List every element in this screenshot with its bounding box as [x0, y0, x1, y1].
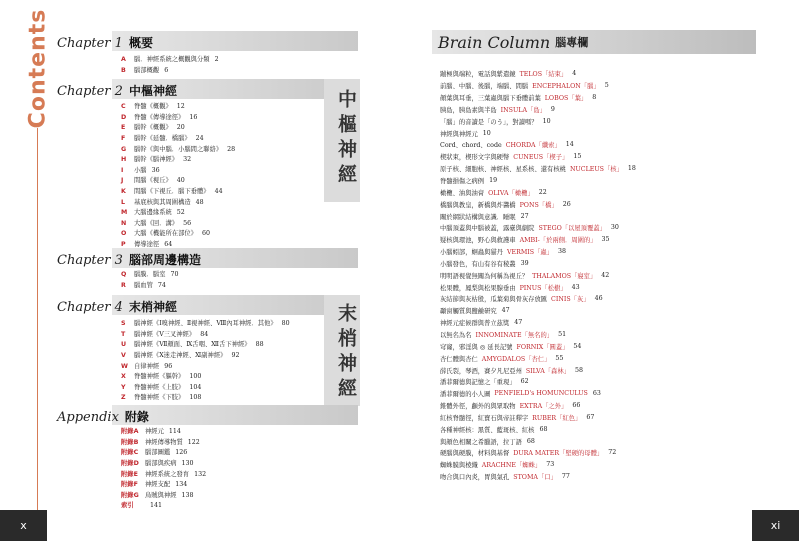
toc-entry-letter: 附錄F	[121, 481, 138, 489]
toc-entry-letter: X	[121, 373, 126, 381]
column-item-text: 胰島，胰島素與半島	[440, 106, 497, 114]
column-item[interactable]	[440, 317, 636, 329]
column-item-page: 47	[501, 307, 510, 315]
toc-entry-page: 130	[181, 460, 194, 468]
column-item[interactable]	[440, 435, 636, 447]
column-item[interactable]	[440, 222, 636, 234]
column-item-page: 66	[572, 402, 581, 410]
toc-entry[interactable]	[121, 351, 290, 362]
toc-entry-page: 104	[189, 383, 202, 391]
chapter-2-en: Chapter 2	[57, 84, 123, 99]
column-item-term: TELOS「結束」	[519, 71, 568, 79]
column-item-term: ARACHNE「蜘蛛」	[481, 462, 542, 470]
toc-entry-title: 腦部概觀	[134, 66, 160, 74]
appendix-entries	[121, 427, 206, 512]
toc-entry-title: 腦神經《Ⅶ顏面、Ⅸ舌咽、Ⅻ舌下神經》	[134, 341, 251, 349]
toc-entry[interactable]	[121, 469, 206, 480]
column-item-text: 脊髓損傷之病例	[440, 178, 485, 186]
column-item-text: 穹窿，邪淫與 ◎ 延長記號	[440, 343, 513, 351]
toc-entry-letter: J	[121, 177, 124, 185]
column-item-text: 神經元症候群與普立茲獎	[440, 320, 510, 328]
column-item[interactable]	[440, 151, 636, 163]
column-item[interactable]	[440, 423, 636, 435]
column-item-page: 72	[608, 449, 617, 457]
column-item-page: 5	[604, 82, 609, 90]
column-item-page: 9	[550, 105, 555, 113]
toc-entry-page: 56	[183, 219, 192, 227]
column-item-term: CUNEUS「楔子」	[513, 154, 569, 162]
toc-entry-letter: 索引	[121, 502, 134, 510]
column-item-term: PINUS「松樹」	[519, 284, 567, 292]
column-item-page: 8	[592, 94, 597, 102]
chapter-1-en: Chapter 1	[57, 36, 123, 51]
toc-entry-letter: 附錄G	[121, 491, 139, 499]
toc-entry-page: 80	[281, 320, 290, 328]
toc-entry-letter: F	[121, 135, 126, 143]
toc-entry-page: 100	[189, 373, 202, 381]
column-item[interactable]	[440, 305, 636, 317]
chapter-4-entries	[121, 319, 290, 404]
column-item[interactable]	[440, 175, 636, 187]
column-item-term: ENCEPHALON「腦」	[532, 83, 600, 91]
toc-entry[interactable]	[121, 438, 206, 449]
column-item-term: INSULA「島」	[500, 106, 546, 114]
column-item[interactable]	[440, 104, 636, 116]
column-item[interactable]	[440, 388, 636, 400]
column-item-text: 蹦極與端粒，電話與紫遣鏡	[440, 71, 516, 79]
column-item[interactable]	[440, 269, 636, 281]
column-item-term: INNOMINATE「無名的」	[475, 331, 554, 339]
toc-entry-page: 28	[227, 145, 236, 153]
column-item[interactable]	[440, 411, 636, 423]
toc-entry-letter: 附錄C	[121, 449, 139, 457]
toc-entry-letter: E	[121, 124, 126, 132]
toc-entry-page: 126	[175, 449, 188, 457]
toc-entry-title: 腦幹《概觀》	[134, 124, 172, 132]
toc-entry-title: 脊髓《傳導途徑》	[134, 113, 185, 121]
toc-entry-letter: W	[121, 362, 128, 370]
column-item[interactable]	[440, 471, 636, 483]
column-item[interactable]	[440, 258, 636, 270]
toc-entry-letter: 附錄E	[121, 470, 138, 478]
toc-entry-page: 16	[189, 113, 198, 121]
column-item-term: LOBOS「葉」	[544, 95, 588, 103]
column-item-page: 42	[601, 271, 610, 279]
column-item[interactable]	[440, 352, 636, 364]
contents-vertical-title	[14, 8, 51, 129]
column-item-page: 10	[482, 129, 491, 137]
toc-entry-title: 神經支配	[145, 481, 171, 489]
toc-entry-title: 脊髓神經《下肢》	[134, 394, 185, 402]
column-item-text: 與顏色相關之希臘語，拉丁語	[440, 438, 522, 446]
chapter-4-heading[interactable]	[57, 295, 177, 315]
chapter-1-entries	[121, 55, 219, 76]
column-item-page: 54	[573, 342, 582, 350]
toc-entry-title: 間腦《下視丘．腦下垂體》	[134, 188, 210, 196]
toc-entry-page: 20	[176, 124, 185, 132]
toc-entry-title: 神經元	[145, 428, 164, 436]
column-item-page: 55	[555, 354, 564, 362]
toc-entry-letter: 附錄D	[121, 460, 139, 468]
column-item-page: 62	[520, 378, 529, 386]
chapter-2-entries	[121, 102, 235, 250]
toc-entry-title: 腦神經《Ⅴ三叉神經》	[134, 330, 196, 338]
toc-entry-page: 108	[189, 394, 202, 402]
column-item[interactable]	[440, 198, 636, 210]
toc-entry-page: 52	[176, 209, 185, 217]
column-item-text: 吻合與口內炎，胃與氣孔	[440, 474, 510, 482]
column-item-text: 各種神經核：黑質、藍斑核、紅核	[440, 426, 535, 434]
toc-entry-letter: T	[121, 330, 126, 338]
toc-entry-letter: Y	[121, 383, 126, 391]
chapter-3-entries	[121, 270, 179, 291]
toc-entry[interactable]	[121, 102, 235, 113]
left-margin-rule	[37, 128, 38, 520]
toc-entry-title: 脊髓神經《上肢》	[134, 383, 185, 391]
toc-entry-page: 92	[231, 352, 240, 360]
toc-entry-letter: H	[121, 156, 127, 164]
toc-entry-letter: M	[121, 209, 128, 217]
column-item-text: 中腦頂蓋與中腦被蓋，露臺與劇院	[440, 225, 535, 233]
chapter-1-zh: 概要	[128, 36, 153, 50]
column-item-page: 77	[561, 473, 570, 481]
toc-entry[interactable]	[121, 197, 235, 208]
toc-entry-page: 74	[157, 281, 166, 289]
toc-entry-letter: C	[121, 103, 126, 111]
toc-entry-title: 自律神經	[134, 362, 160, 370]
toc-entry-title: 脊髓《概觀》	[134, 103, 172, 111]
chapter-2-side-label: 中樞神經	[335, 89, 357, 189]
toc-entry-letter: O	[121, 230, 127, 238]
column-item-page: 68	[539, 425, 548, 433]
appendix-heading[interactable]	[57, 405, 149, 425]
toc-entry-page: 138	[181, 491, 194, 499]
column-item-page: 58	[574, 366, 583, 374]
toc-entry-letter: D	[121, 113, 127, 121]
column-item[interactable]	[440, 92, 636, 104]
column-item-text: 顳窗觸質與鹽鹼研究	[440, 308, 497, 316]
toc-entry[interactable]	[121, 340, 290, 351]
chapter-3-heading[interactable]	[57, 248, 201, 268]
appendix-zh: 附錄	[124, 410, 149, 424]
toc-entry-letter: G	[121, 145, 127, 153]
toc-entry-title: 神經傳導物質	[145, 438, 183, 446]
column-item-term: EXTRA「之外」	[519, 403, 568, 411]
toc-entry[interactable]	[121, 176, 235, 187]
column-item-text: 橄欖、油與油膏	[440, 189, 485, 197]
column-item-term: AMBI-「於兩側．周圍的」	[519, 237, 597, 245]
chapter-2-zh: 中樞神經	[128, 84, 177, 98]
column-item-page: 18	[627, 165, 636, 173]
column-item-text: 潘菲爾德與記憶之「重現」	[440, 379, 516, 387]
toc-entry-letter: I	[121, 166, 124, 174]
column-item-text: 神經與神經元	[440, 130, 478, 138]
column-item-page: 38	[558, 248, 567, 256]
appendix-en: Appendix	[57, 410, 119, 425]
column-item-text: 潘菲爾德的小人圖	[440, 391, 491, 399]
toc-entry-page: 2	[214, 56, 219, 64]
column-item[interactable]	[440, 210, 636, 222]
toc-entry-page: 141	[150, 502, 163, 510]
toc-entry-letter: R	[121, 281, 126, 289]
chapter-4-en: Chapter 4	[57, 300, 123, 315]
toc-entry-title: 腦神經《Ⅹ迷走神經、Ⅺ副神經》	[134, 352, 227, 360]
toc-entry-title: 腦．神經系統之概觀與分類	[134, 56, 210, 64]
column-item-text: 小腦蚓部，蛔蟲與貓丹	[440, 249, 503, 257]
toc-entry-page: 122	[187, 438, 200, 446]
column-item[interactable]	[440, 459, 636, 471]
toc-entry-letter: 附錄A	[121, 428, 139, 436]
toc-entry-title: 小腦	[134, 166, 147, 174]
column-item-page: 14	[565, 141, 574, 149]
toc-entry[interactable]	[121, 270, 179, 281]
column-item-page: 67	[586, 413, 595, 421]
toc-entry-title: 腦幹《腦神經》	[134, 156, 179, 164]
column-item-text: 橋腦與教皇，新橋與炸醬橋	[440, 201, 516, 209]
toc-entry-page: 48	[195, 198, 204, 206]
toc-entry[interactable]	[121, 319, 290, 330]
toc-entry[interactable]	[121, 123, 235, 134]
toc-entry-title: 間腦《視丘》	[134, 177, 172, 185]
toc-entry[interactable]	[121, 448, 206, 459]
toc-entry-title: 腦部與疾病	[145, 460, 177, 468]
toc-entry-page: 70	[170, 271, 179, 279]
page-number-left: x	[0, 510, 47, 541]
column-item-text: 薛氏裂，琴酒，賽夕凡尼亞州	[440, 367, 522, 375]
toc-entry-title: 神經系統之發育	[145, 470, 190, 478]
toc-entry-page: 40	[176, 177, 185, 185]
column-item-text: 楔狀束，楔形文字與硬幣	[440, 154, 510, 162]
toc-entry[interactable]	[121, 208, 235, 219]
toc-entry[interactable]	[121, 501, 206, 512]
toc-entry-title: 大腦《機能所在部位》	[134, 230, 197, 238]
column-item-text: 「腦」的音讀是「のう」，對讀嗎？	[440, 118, 538, 126]
toc-entry-letter: S	[121, 320, 126, 328]
toc-entry[interactable]	[121, 330, 290, 341]
column-item-term: CINIS「灰」	[551, 296, 590, 304]
toc-entry-letter: P	[121, 241, 126, 249]
toc-entry-page: 32	[183, 156, 192, 164]
column-item-text: Cord、chord、code	[440, 142, 502, 150]
toc-entry-page: 36	[151, 166, 160, 174]
toc-entry-title: 腦幹《延髓．橋腦》	[134, 135, 191, 143]
toc-entry[interactable]	[121, 361, 290, 372]
toc-entry-page: 24	[195, 135, 204, 143]
toc-entry[interactable]	[121, 155, 235, 166]
chapter-3-en: Chapter 3	[57, 253, 123, 268]
toc-entry-letter: Z	[121, 394, 126, 402]
column-item-term: NUCLEUS「核」	[569, 166, 623, 174]
column-item-text: 明明語視覺無關為何稱為視丘？	[440, 272, 529, 280]
column-item-text: 原子核、細胞核、神經核、星系核、還有核桃	[440, 166, 566, 174]
toc-entry[interactable]	[121, 459, 206, 470]
column-item-page: 22	[538, 188, 547, 196]
chapter-3-zh: 腦部周邊構造	[128, 253, 201, 267]
column-item-text: 前腦、中腦、後腦，端腦、間腦	[440, 83, 529, 91]
toc-entry[interactable]	[121, 393, 290, 404]
toc-entry-page: 84	[200, 330, 209, 338]
column-item[interactable]	[440, 115, 636, 127]
column-item[interactable]	[440, 246, 636, 258]
column-item[interactable]	[440, 281, 636, 293]
column-item-page: 26	[562, 200, 571, 208]
column-item-term: PONS「橋」	[519, 201, 558, 209]
toc-entry-letter: A	[121, 56, 126, 64]
toc-entry-title: 腦膜．腦室	[134, 271, 166, 279]
toc-entry[interactable]	[121, 383, 290, 394]
toc-entry-title: 傳導途徑	[134, 241, 160, 249]
column-item[interactable]	[440, 329, 636, 341]
column-item[interactable]	[440, 376, 636, 388]
column-item[interactable]	[440, 293, 636, 305]
column-item-term: STEGO「以屋頂覆蓋」	[538, 225, 606, 233]
column-item[interactable]	[440, 80, 636, 92]
contents-word: Contents	[25, 8, 51, 129]
column-item-text: 以無名為名	[440, 331, 472, 339]
toc-entry-title: 腦血管	[134, 281, 153, 289]
toc-entry-title: 腦幹《與中腦．小腦間之聯絡》	[134, 145, 223, 153]
column-item-term: RUBER「紅色」	[532, 414, 582, 422]
column-item-page: 43	[571, 283, 580, 291]
column-item[interactable]	[440, 447, 636, 459]
toc-entry[interactable]	[121, 281, 179, 292]
column-item-page: 46	[594, 295, 603, 303]
column-item-text: 松果體，鳳梨與松果腺垂由	[440, 284, 516, 292]
column-item[interactable]	[440, 139, 636, 151]
column-item-text: 灰結節與灰枯殷，瓜葉菊與骨灰存放匯	[440, 296, 548, 304]
column-item-term: FORNIX「圓蓋」	[516, 343, 569, 351]
column-item-term: SILVA「森林」	[525, 367, 570, 375]
toc-entry[interactable]	[121, 113, 235, 124]
toc-entry[interactable]	[121, 491, 206, 502]
column-item-text: 紅核脊髓徑，紅寶石與帝註釋字	[440, 414, 529, 422]
column-item-term: STOMA「口」	[513, 474, 557, 482]
toc-entry-title: 基底核與其周圍構造	[134, 198, 191, 206]
toc-entry[interactable]	[121, 372, 290, 383]
toc-entry-page: 60	[201, 230, 210, 238]
chapter-2-side-tab	[324, 79, 360, 202]
column-item-page: 73	[546, 461, 555, 469]
toc-entry[interactable]	[121, 144, 235, 155]
column-item-text: 蜘蛛膜與棱織	[440, 462, 478, 470]
toc-entry-letter: 附錄B	[121, 438, 139, 446]
toc-entry-page: 96	[164, 362, 173, 370]
toc-entry-page: 12	[176, 103, 185, 111]
brain-column-list	[440, 68, 636, 483]
column-item-text: 錐體外徑，顱外的與眾取物	[440, 403, 516, 411]
chapter-1-heading[interactable]	[57, 31, 153, 51]
toc-entry[interactable]	[121, 66, 219, 77]
column-item-term: DURA MATER「堅硬的母體」	[513, 450, 604, 458]
toc-entry-letter: U	[121, 341, 127, 349]
column-item-text: 顏葉與耳垂，三葉蟲與腦下垂體前葉	[440, 95, 541, 103]
toc-entry-page: 134	[175, 481, 188, 489]
column-item-term: AMYGDALOS「杏仁」	[481, 355, 551, 363]
toc-entry-title: 腦神經《Ⅰ嗅神經、Ⅱ視神經、Ⅷ內耳神經．其他》	[134, 320, 277, 328]
column-item[interactable]	[440, 340, 636, 352]
toc-entry-title: 大腦邊緣系統	[134, 209, 172, 217]
toc-entry[interactable]	[121, 229, 235, 240]
column-item-term: VERMIS「蟲」	[506, 249, 553, 257]
toc-entry-letter: Q	[121, 271, 127, 279]
chapter-4-zh: 末梢神經	[128, 300, 177, 314]
brain-column-zh: 腦專欄	[555, 36, 589, 49]
column-item-text: 小腦發色，有山有谷有稜叢	[440, 260, 516, 268]
column-item-page: 39	[520, 259, 529, 267]
column-item-term: PENFIELD's HOMUNCULUS	[494, 390, 588, 398]
toc-entry[interactable]	[121, 166, 235, 177]
toc-entry-page: 44	[214, 188, 223, 196]
toc-entry-letter: B	[121, 66, 126, 74]
column-item-text: 關於網狀結構與意識．睡眠	[440, 213, 516, 221]
toc-entry[interactable]	[121, 427, 206, 438]
column-item-page: 27	[520, 212, 529, 220]
toc-entry-page: 64	[164, 241, 173, 249]
toc-entry-page: 88	[255, 341, 264, 349]
toc-entry-letter: V	[121, 352, 126, 360]
column-item[interactable]	[440, 400, 636, 412]
chapter-2-heading[interactable]	[57, 79, 177, 99]
column-item-page: 63	[592, 390, 601, 398]
toc-entry-title: 烏賊與神經	[145, 491, 177, 499]
column-item[interactable]	[440, 364, 636, 376]
toc-entry[interactable]	[121, 219, 235, 230]
column-item-page: 30	[610, 224, 619, 232]
column-item[interactable]	[440, 186, 636, 198]
column-item-page: 19	[489, 177, 498, 185]
column-item[interactable]	[440, 234, 636, 246]
toc-entry-letter: L	[121, 198, 126, 206]
toc-entry-page: 114	[168, 428, 181, 436]
column-item-term: OLIVA「橄欖」	[488, 189, 534, 197]
column-item-term: CHORDA「纖索」	[505, 142, 561, 150]
column-item-page: 4	[572, 70, 577, 78]
toc-entry[interactable]	[121, 55, 219, 66]
brain-column-heading	[438, 31, 588, 53]
toc-entry[interactable]	[121, 480, 206, 491]
toc-entry-letter: N	[121, 219, 127, 227]
chapter-4-side-tab	[324, 295, 360, 406]
column-item-page: 51	[558, 330, 567, 338]
toc-entry-page: 132	[194, 470, 207, 478]
chapter-4-side-label: 末梢神經	[335, 303, 357, 403]
toc-entry[interactable]	[121, 187, 235, 198]
column-item-text: 硬腦與硬膜，材料與基督	[440, 450, 510, 458]
column-item-page: 68	[526, 437, 535, 445]
toc-entry-title: 大腦《回．溝》	[134, 219, 179, 227]
column-item-term: THALAMOS「寢室」	[532, 272, 597, 280]
column-item-text: 疑核與環池，野心與救護車	[440, 237, 516, 245]
column-item[interactable]	[440, 163, 636, 175]
toc-entry-letter: K	[121, 188, 126, 196]
brain-column-en: Brain Column	[438, 32, 551, 52]
toc-entry-page: 6	[164, 66, 169, 74]
page-number-right: xi	[752, 510, 799, 541]
column-item-page: 35	[601, 236, 610, 244]
toc-entry-title: 腦部圖鑑	[145, 449, 171, 457]
column-item-page: 10	[542, 117, 551, 125]
toc-entry-title: 脊髓神經《軀幹》	[134, 373, 185, 381]
column-item[interactable]	[440, 127, 636, 139]
column-item-page: 15	[573, 153, 582, 161]
column-item-page: 47	[514, 319, 523, 327]
column-item[interactable]	[440, 68, 636, 80]
toc-entry[interactable]	[121, 134, 235, 145]
column-item-text: 杏仁體與杏仁	[440, 355, 478, 363]
